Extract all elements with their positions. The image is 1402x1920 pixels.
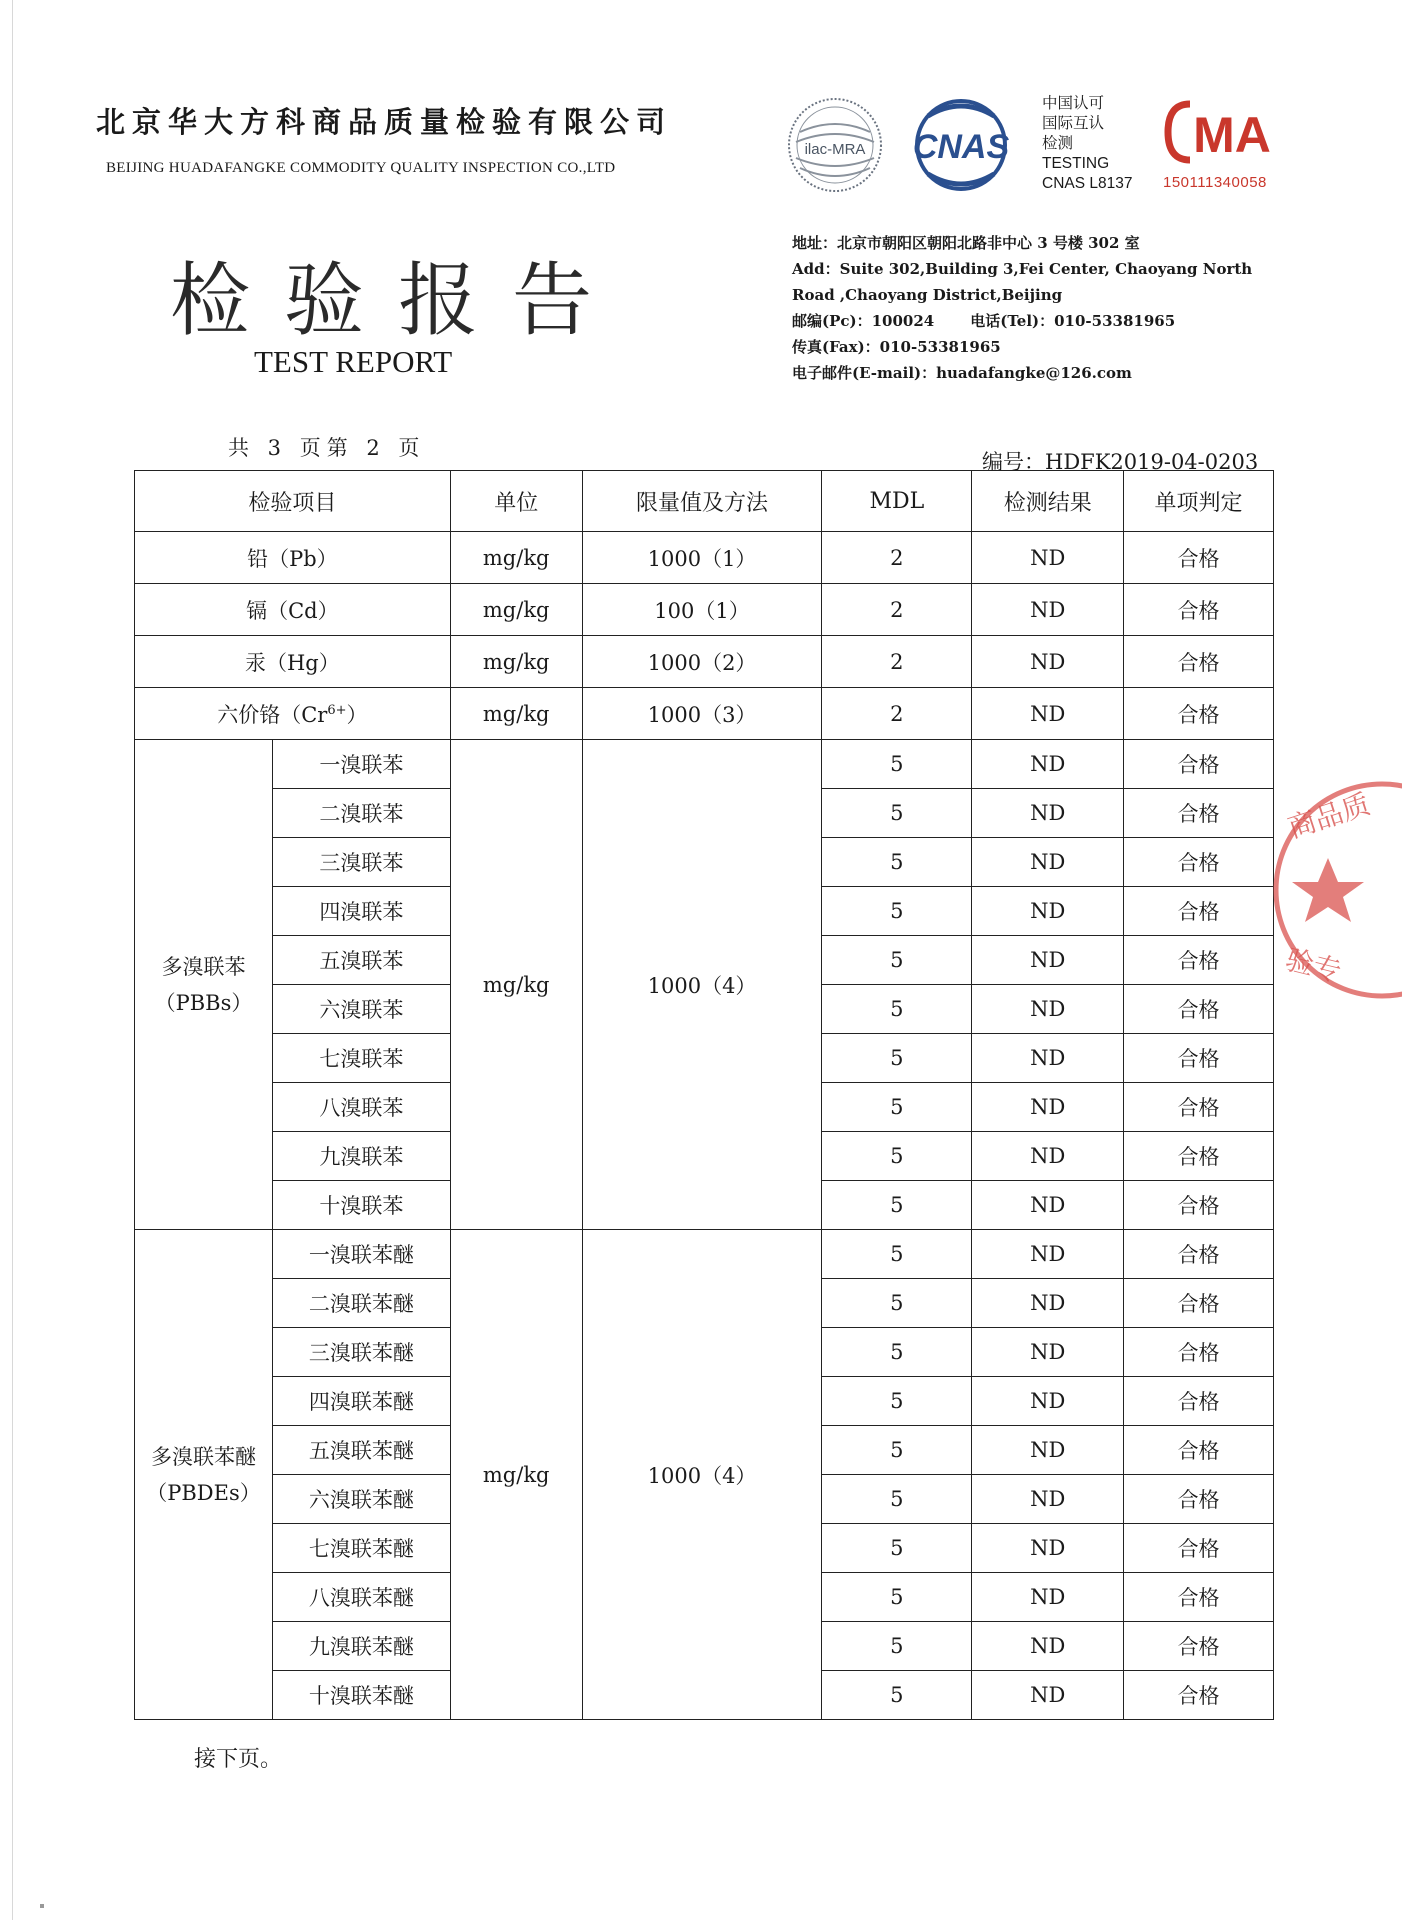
cell-verdict: 合格 (1124, 532, 1274, 584)
cell-result: ND (972, 1181, 1124, 1230)
cell-result: ND (972, 1377, 1124, 1426)
cell-mdl: 5 (822, 1377, 972, 1426)
postcode: 邮编(Pc)：100024 (792, 312, 935, 330)
cell-unit: mg/kg (450, 1230, 582, 1720)
cell-item: 汞（Hg） (135, 636, 451, 688)
cell-limit: 1000（3） (582, 688, 822, 740)
cell-result: ND (972, 1671, 1124, 1720)
phone: 电话(Tel)：010-53381965 (970, 312, 1176, 330)
svg-text:验专: 验专 (1282, 942, 1345, 989)
address-cn: 地址：北京市朝阳区朝阳北路非中心 3 号楼 302 室 (792, 234, 1140, 252)
cell-mdl: 5 (822, 1132, 972, 1181)
cell-limit: 1000（4） (582, 1230, 822, 1720)
cell-verdict: 合格 (1124, 688, 1274, 740)
cell-verdict: 合格 (1124, 1573, 1274, 1622)
cell-result: ND (972, 532, 1124, 584)
cell-verdict: 合格 (1124, 838, 1274, 887)
cell-sub-item: 六溴联苯醚 (272, 1475, 450, 1524)
cell-limit: 1000（2） (582, 636, 822, 688)
page-info: 共 3 页第 2 页 (228, 436, 426, 460)
cell-verdict: 合格 (1124, 1083, 1274, 1132)
accreditation-text (1042, 94, 1132, 194)
cell-mdl: 5 (822, 887, 972, 936)
cell-verdict: 合格 (1124, 1034, 1274, 1083)
cell-mdl: 5 (822, 789, 972, 838)
svg-text:商品质: 商品质 (1283, 787, 1375, 845)
cell-sub-item: 五溴联苯 (272, 936, 450, 985)
col-header-verdict: 单项判定 (1124, 471, 1274, 532)
cell-item: 铅（Pb） (135, 532, 451, 584)
cma-logo (1162, 96, 1286, 168)
cell-sub-item: 一溴联苯醚 (272, 1230, 450, 1279)
cell-result: ND (972, 1328, 1124, 1377)
continued-note: 接下页。 (194, 1747, 283, 1772)
cell-mdl: 5 (822, 1524, 972, 1573)
cell-sub-item: 八溴联苯 (272, 1083, 450, 1132)
scan-dot (40, 1904, 44, 1908)
cell-result: ND (972, 1475, 1124, 1524)
cell-limit: 100（1） (582, 584, 822, 636)
cell-verdict: 合格 (1124, 584, 1274, 636)
cell-verdict: 合格 (1124, 636, 1274, 688)
cell-sub-item: 九溴联苯 (272, 1132, 450, 1181)
cell-verdict: 合格 (1124, 1524, 1274, 1573)
cell-mdl: 5 (822, 1622, 972, 1671)
cell-verdict: 合格 (1124, 985, 1274, 1034)
cell-group-name (135, 1230, 273, 1720)
cell-limit: 1000（1） (582, 532, 822, 584)
group-name: 多溴联苯 (161, 954, 246, 979)
cell-result: ND (972, 789, 1124, 838)
scan-margin-line (12, 0, 13, 1920)
email: 电子邮件(E-mail)：huadafangke@126.com (792, 364, 1132, 382)
ilac-mra-logo (786, 96, 884, 194)
cell-sub-item: 一溴联苯 (272, 740, 450, 789)
cell-sub-item: 六溴联苯 (272, 985, 450, 1034)
address-en-1: Add：Suite 302,Building 3,Fei Center, Chaoyang North (792, 260, 1253, 278)
group-name: 多溴联苯醚 (150, 1444, 256, 1469)
report-title-en: TEST REPORT (254, 344, 453, 379)
cell-result: ND (972, 584, 1124, 636)
cell-result: ND (972, 1573, 1124, 1622)
cell-verdict: 合格 (1124, 1671, 1274, 1720)
contact-block (792, 230, 1252, 386)
cell-verdict: 合格 (1124, 1230, 1274, 1279)
cell-mdl: 5 (822, 1573, 972, 1622)
red-seal-stamp (1262, 772, 1402, 1008)
cell-mdl: 5 (822, 1083, 972, 1132)
cell-sub-item: 十溴联苯醚 (272, 1671, 450, 1720)
cell-sub-item: 四溴联苯醚 (272, 1377, 450, 1426)
cell-result: ND (972, 838, 1124, 887)
fax: 传真(Fax)：010-53381965 (792, 338, 1001, 356)
cell-verdict: 合格 (1124, 1328, 1274, 1377)
cell-verdict: 合格 (1124, 1426, 1274, 1475)
accreditation-line: TESTING (1042, 155, 1110, 172)
table-header-row (135, 471, 1274, 532)
svg-text:ilac-MRA: ilac-MRA (804, 141, 866, 158)
cell-result: ND (972, 1524, 1124, 1573)
cell-verdict: 合格 (1124, 1181, 1274, 1230)
report-title-cn: 检验报告 (170, 254, 626, 347)
cell-mdl: 5 (822, 985, 972, 1034)
cell-mdl: 5 (822, 838, 972, 887)
col-header-limit: 限量值及方法 (582, 471, 822, 532)
cell-sub-item: 七溴联苯 (272, 1034, 450, 1083)
cell-sub-item: 八溴联苯醚 (272, 1573, 450, 1622)
cell-verdict: 合格 (1124, 1279, 1274, 1328)
cell-sub-item: 三溴联苯 (272, 838, 450, 887)
col-header-item: 检验项目 (135, 471, 451, 532)
company-name-en: BEIJING HUADAFANGKE COMMODITY QUALITY INSPECTION CO.,LTD (106, 160, 616, 176)
cell-mdl: 2 (822, 584, 972, 636)
cell-sub-item: 十溴联苯 (272, 1181, 450, 1230)
postcode-phone-line (792, 308, 1252, 334)
cell-item-chromium (135, 688, 451, 740)
accreditation-line: CNAS L8137 (1042, 175, 1133, 192)
cell-result: ND (972, 1279, 1124, 1328)
cell-mdl: 5 (822, 1279, 972, 1328)
accreditation-line: 中国认可 (1042, 95, 1105, 112)
cell-mdl: 2 (822, 532, 972, 584)
cma-number: 150111340058 (1163, 174, 1267, 191)
chromium-label-close: ） (346, 702, 368, 727)
cell-result: ND (972, 1034, 1124, 1083)
cell-sub-item: 二溴联苯醚 (272, 1279, 450, 1328)
cell-verdict: 合格 (1124, 887, 1274, 936)
cell-verdict: 合格 (1124, 1132, 1274, 1181)
cell-result: ND (972, 1230, 1124, 1279)
cell-sub-item: 七溴联苯醚 (272, 1524, 450, 1573)
cell-mdl: 5 (822, 1426, 972, 1475)
cell-unit: mg/kg (450, 584, 582, 636)
cell-mdl: 5 (822, 1034, 972, 1083)
group-abbr: （PBBs） (154, 990, 253, 1015)
cell-result: ND (972, 740, 1124, 789)
cell-mdl: 2 (822, 688, 972, 740)
cell-unit: mg/kg (450, 636, 582, 688)
cell-item: 镉（Cd） (135, 584, 451, 636)
cell-result: ND (972, 688, 1124, 740)
results-table (134, 470, 1274, 1720)
table-row (135, 1230, 1274, 1279)
cell-verdict: 合格 (1124, 740, 1274, 789)
cell-result: ND (972, 1132, 1124, 1181)
table-row (135, 740, 1274, 789)
table-row (135, 688, 1274, 740)
cell-sub-item: 三溴联苯醚 (272, 1328, 450, 1377)
svg-text:CNAS: CNAS (912, 128, 1010, 166)
cnas-logo (898, 96, 1024, 194)
cell-mdl: 5 (822, 936, 972, 985)
svg-text:MA: MA (1193, 107, 1271, 163)
cell-mdl: 2 (822, 636, 972, 688)
cell-verdict: 合格 (1124, 1377, 1274, 1426)
table-row (135, 636, 1274, 688)
col-header-unit: 单位 (450, 471, 582, 532)
cell-result: ND (972, 936, 1124, 985)
cell-limit: 1000（4） (582, 740, 822, 1230)
report-number: 编号：HDFK2019-04-0203 (982, 450, 1259, 474)
cell-result: ND (972, 985, 1124, 1034)
cell-verdict: 合格 (1124, 1622, 1274, 1671)
cell-verdict: 合格 (1124, 936, 1274, 985)
group-abbr: （PBDEs） (146, 1480, 261, 1505)
cell-mdl: 5 (822, 740, 972, 789)
cell-result: ND (972, 1622, 1124, 1671)
cell-sub-item: 九溴联苯醚 (272, 1622, 450, 1671)
accreditation-line: 检测 (1042, 135, 1074, 152)
cell-mdl: 5 (822, 1230, 972, 1279)
cell-result: ND (972, 1083, 1124, 1132)
cell-result: ND (972, 887, 1124, 936)
cell-unit: mg/kg (450, 740, 582, 1230)
table-row (135, 584, 1274, 636)
col-header-mdl: MDL (822, 471, 972, 532)
cell-unit: mg/kg (450, 688, 582, 740)
table-body (135, 532, 1274, 1720)
accreditation-line: 国际互认 (1042, 115, 1105, 132)
cell-group-name (135, 740, 273, 1230)
col-header-result: 检测结果 (972, 471, 1124, 532)
cell-sub-item: 五溴联苯醚 (272, 1426, 450, 1475)
cell-mdl: 5 (822, 1671, 972, 1720)
chromium-charge: 6+ (327, 702, 347, 718)
cell-result: ND (972, 636, 1124, 688)
cell-sub-item: 二溴联苯 (272, 789, 450, 838)
cell-sub-item: 四溴联苯 (272, 887, 450, 936)
cell-unit: mg/kg (450, 532, 582, 584)
chromium-label: 六价铬（Cr (217, 702, 328, 727)
company-name-cn: 北京华大方科商品质量检验有限公司 (96, 105, 673, 139)
table-row (135, 532, 1274, 584)
cell-verdict: 合格 (1124, 1475, 1274, 1524)
cell-mdl: 5 (822, 1328, 972, 1377)
cell-mdl: 5 (822, 1475, 972, 1524)
cell-verdict: 合格 (1124, 789, 1274, 838)
address-en-2: Road ,Chaoyang District,Beijing (792, 286, 1063, 304)
cell-result: ND (972, 1426, 1124, 1475)
cell-mdl: 5 (822, 1181, 972, 1230)
